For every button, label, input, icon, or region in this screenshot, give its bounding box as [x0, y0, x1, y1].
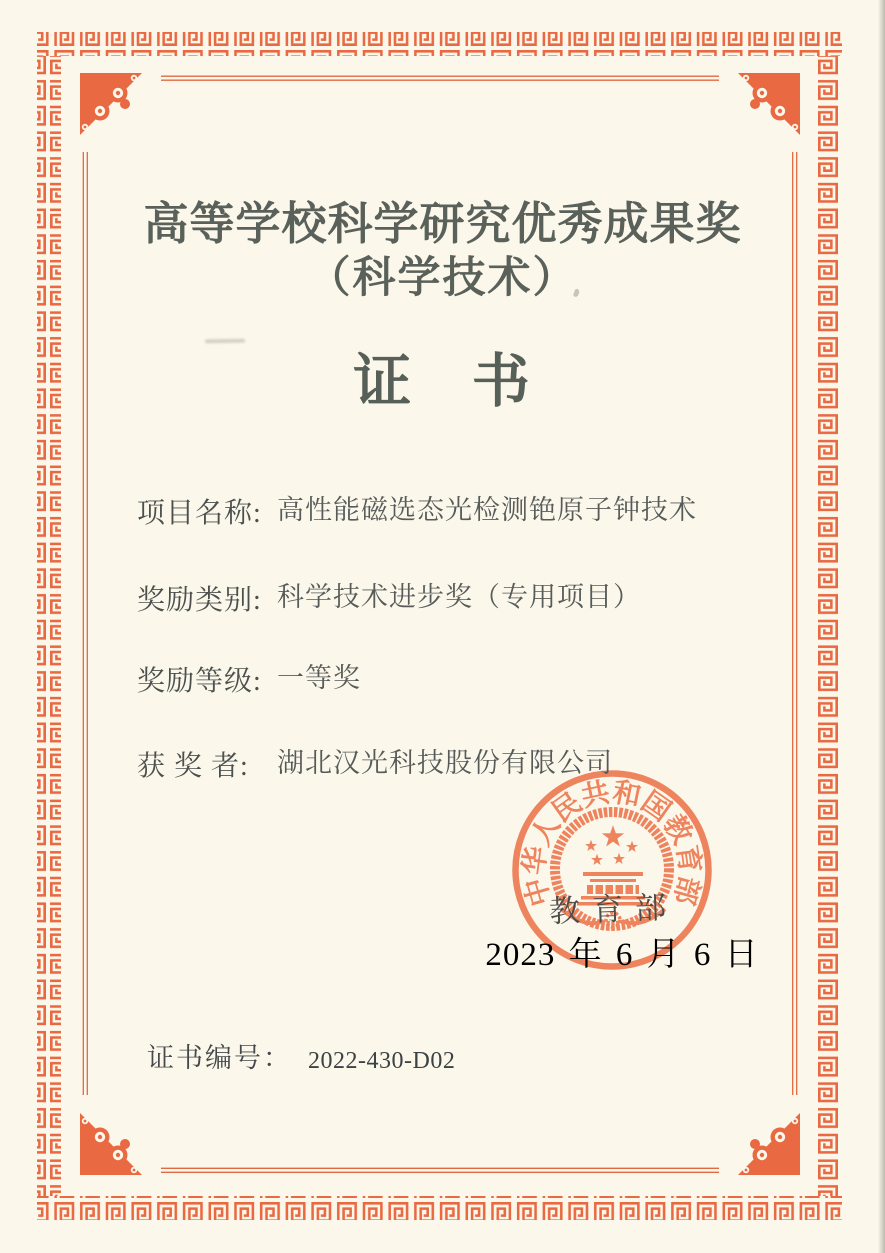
- certificate-number-value: 2022-430-D02: [308, 1048, 456, 1074]
- scan-smear-artifact: [205, 339, 245, 344]
- field-label: 奖励类别:: [137, 585, 262, 616]
- cloud-corner-bottom-left-icon: [80, 1113, 142, 1175]
- field-value: 湖北汉光科技股份有限公司: [277, 748, 613, 778]
- cloud-corner-top-left-icon: [80, 73, 142, 135]
- certificate-word: 证 书: [353, 349, 532, 414]
- certificate-number-row: [147, 1036, 455, 1075]
- award-title-line2: （科学技术）: [307, 255, 578, 302]
- seal-ring-text: 中华人民共和国教育部: [518, 776, 706, 910]
- field-value: 科学技术进步奖（专用项目）: [277, 582, 641, 612]
- field-row-awardee: [137, 741, 613, 784]
- certificate-number-label: 证书编号：: [147, 1043, 292, 1073]
- cloud-corner-bottom-right-icon: [738, 1113, 800, 1175]
- field-label: 奖励等级:: [137, 666, 262, 697]
- field-row-project-name: [137, 488, 697, 531]
- scan-edge-shadow: [878, 0, 885, 1253]
- award-title-line1: 高等学校科学研究优秀成果奖: [143, 199, 742, 249]
- field-label: 获 奖 者:: [137, 751, 249, 782]
- field-label: 项目名称:: [137, 498, 262, 529]
- field-value: 高性能磁选态光检测铯原子钟技术: [277, 495, 697, 525]
- field-value: 一等奖: [277, 663, 361, 693]
- cloud-corner-top-right-icon: [738, 73, 800, 135]
- issuer-name: 教育部: [548, 889, 679, 929]
- field-row-award-category: [137, 575, 641, 618]
- issue-date: 2023 年 6 月 6 日: [485, 937, 759, 973]
- field-row-award-grade: [137, 656, 361, 699]
